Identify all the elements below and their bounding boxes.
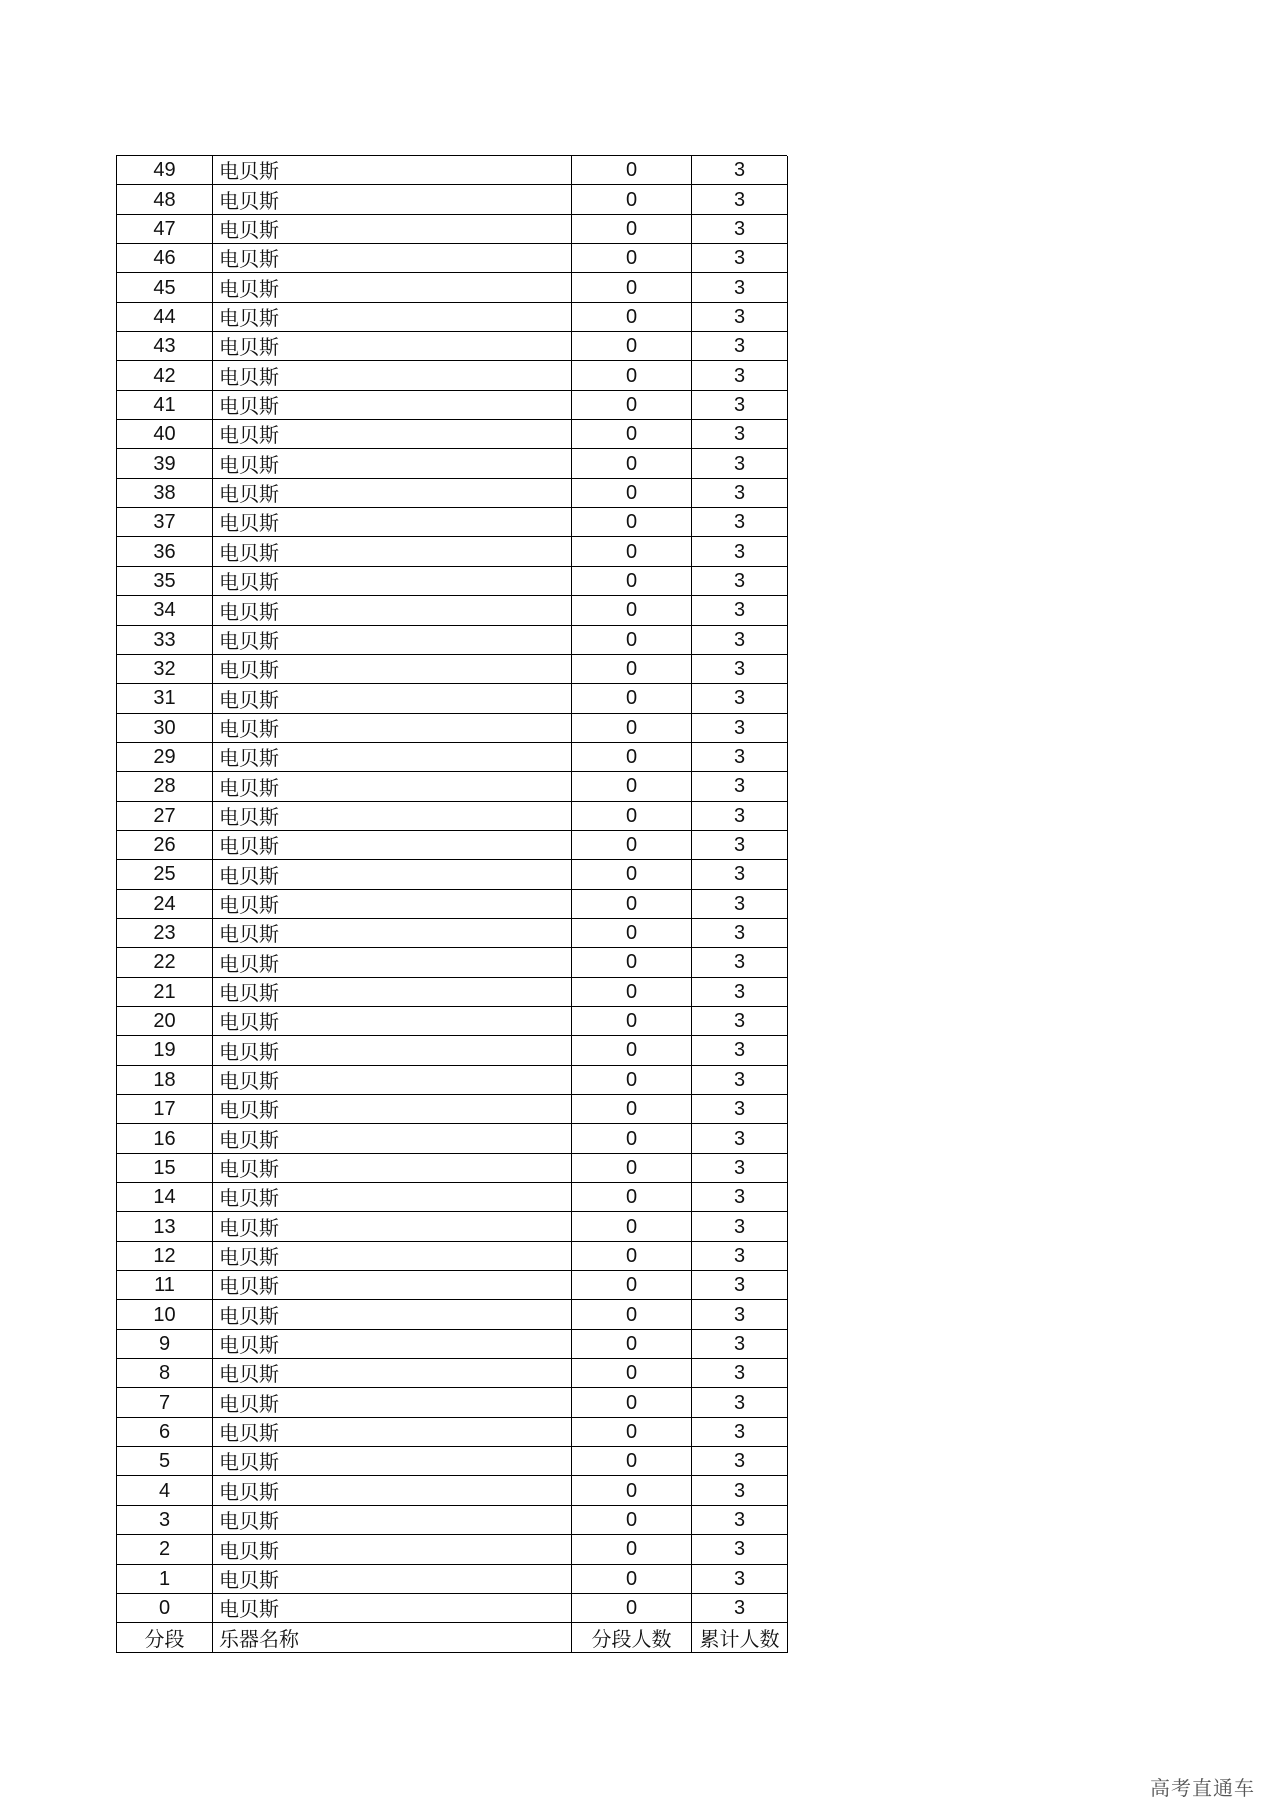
table-row-cumulative-cell: 3 xyxy=(692,332,788,361)
table-row-cumulative-cell: 3 xyxy=(692,1447,788,1476)
table-row-instrument-cell: 电贝斯 xyxy=(213,596,572,625)
table-row-instrument-cell: 电贝斯 xyxy=(213,1066,572,1095)
table-row-count-cell: 0 xyxy=(572,1242,692,1271)
table-row-instrument-cell: 电贝斯 xyxy=(213,508,572,537)
table-row-count-cell: 0 xyxy=(572,537,692,566)
table-row-instrument-cell: 电贝斯 xyxy=(213,626,572,655)
table-row-instrument-cell: 电贝斯 xyxy=(213,1300,572,1329)
table-row-cumulative-cell: 3 xyxy=(692,1212,788,1241)
table-row-segment-cell: 8 xyxy=(117,1359,213,1388)
table-row-cumulative-cell: 3 xyxy=(692,1242,788,1271)
table-row-segment-cell: 26 xyxy=(117,831,213,860)
table-row-count-cell: 0 xyxy=(572,1565,692,1594)
table-row-instrument-cell: 电贝斯 xyxy=(213,1007,572,1036)
table-row-segment-cell: 29 xyxy=(117,743,213,772)
table-row-instrument-cell: 电贝斯 xyxy=(213,714,572,743)
table-row-segment-cell: 6 xyxy=(117,1418,213,1447)
table-row-count-cell: 0 xyxy=(572,655,692,684)
table-row-cumulative-cell: 3 xyxy=(692,215,788,244)
table-row-segment-cell: 15 xyxy=(117,1154,213,1183)
table-row-segment-cell: 25 xyxy=(117,860,213,889)
table-row-count-cell: 0 xyxy=(572,1124,692,1153)
table-row-segment-cell: 7 xyxy=(117,1388,213,1417)
table-row-cumulative-cell: 3 xyxy=(692,1565,788,1594)
table-row-segment-cell: 33 xyxy=(117,626,213,655)
table-row-segment-cell: 47 xyxy=(117,215,213,244)
table-row-cumulative-cell: 3 xyxy=(692,1476,788,1505)
table-row-count-cell: 0 xyxy=(572,1476,692,1505)
table-row-count-cell: 0 xyxy=(572,244,692,273)
table-row-count-cell: 0 xyxy=(572,596,692,625)
table-row-cumulative-cell: 3 xyxy=(692,948,788,977)
table-row-cumulative-cell: 3 xyxy=(692,1506,788,1535)
table-row-count-cell: 0 xyxy=(572,1212,692,1241)
table-row-instrument-cell: 电贝斯 xyxy=(213,1330,572,1359)
table-row-cumulative-cell: 3 xyxy=(692,303,788,332)
table-row-instrument-cell: 电贝斯 xyxy=(213,1124,572,1153)
table-row-cumulative-cell: 3 xyxy=(692,449,788,478)
table-row-segment-cell: 17 xyxy=(117,1095,213,1124)
table-row-count-cell: 0 xyxy=(572,772,692,801)
table-row-segment-cell: 13 xyxy=(117,1212,213,1241)
table-row-segment-cell: 20 xyxy=(117,1007,213,1036)
table-row-count-cell: 0 xyxy=(572,185,692,214)
table-row-segment-cell: 1 xyxy=(117,1565,213,1594)
table-row-cumulative-cell: 3 xyxy=(692,978,788,1007)
table-row-instrument-cell: 电贝斯 xyxy=(213,1594,572,1623)
table-row-segment-cell: 41 xyxy=(117,391,213,420)
table-row-cumulative-cell: 3 xyxy=(692,714,788,743)
table-row-instrument-cell: 电贝斯 xyxy=(213,1476,572,1505)
table-row-cumulative-cell: 3 xyxy=(692,655,788,684)
table-row-instrument-cell: 电贝斯 xyxy=(213,1565,572,1594)
table-row-instrument-cell: 电贝斯 xyxy=(213,185,572,214)
table-row-segment-cell: 19 xyxy=(117,1036,213,1065)
table-row-segment-cell: 35 xyxy=(117,567,213,596)
table-row-segment-cell: 46 xyxy=(117,244,213,273)
table-row-segment-cell: 0 xyxy=(117,1594,213,1623)
table-row-count-cell: 0 xyxy=(572,919,692,948)
table-row-instrument-cell: 电贝斯 xyxy=(213,567,572,596)
table-row-count-cell: 0 xyxy=(572,1535,692,1564)
table-row-cumulative-cell: 3 xyxy=(692,1535,788,1564)
table-row-cumulative-cell: 3 xyxy=(692,1036,788,1065)
table-row-segment-cell: 4 xyxy=(117,1476,213,1505)
table-row-count-cell: 0 xyxy=(572,1359,692,1388)
table-row-instrument-cell: 电贝斯 xyxy=(213,361,572,390)
table-row-segment-cell: 30 xyxy=(117,714,213,743)
table-row-count-cell: 0 xyxy=(572,948,692,977)
table-row-cumulative-cell: 3 xyxy=(692,743,788,772)
table-row-cumulative-cell: 3 xyxy=(692,1359,788,1388)
table-row-instrument-cell: 电贝斯 xyxy=(213,1506,572,1535)
table-row-count-cell: 0 xyxy=(572,449,692,478)
table-row-count-cell: 0 xyxy=(572,1007,692,1036)
table-row-cumulative-cell: 3 xyxy=(692,684,788,713)
table-row-instrument-cell: 电贝斯 xyxy=(213,1095,572,1124)
table-row-cumulative-cell: 3 xyxy=(692,1124,788,1153)
table-row-count-cell: 0 xyxy=(572,1418,692,1447)
table-row-cumulative-cell: 3 xyxy=(692,596,788,625)
table-row-instrument-cell: 电贝斯 xyxy=(213,215,572,244)
table-row-count-cell: 0 xyxy=(572,626,692,655)
table-row-instrument-cell: 电贝斯 xyxy=(213,1418,572,1447)
table-row-segment-cell: 36 xyxy=(117,537,213,566)
table-row-count-cell: 0 xyxy=(572,420,692,449)
table-row-segment-cell: 9 xyxy=(117,1330,213,1359)
table-row-count-cell: 0 xyxy=(572,860,692,889)
table-row-cumulative-cell: 3 xyxy=(692,1388,788,1417)
table-row-cumulative-cell: 3 xyxy=(692,831,788,860)
table-row-cumulative-cell: 3 xyxy=(692,420,788,449)
table-row-instrument-cell: 电贝斯 xyxy=(213,449,572,478)
table-row-segment-cell: 49 xyxy=(117,156,213,185)
table-row-segment-cell: 21 xyxy=(117,978,213,1007)
table-row-count-cell: 0 xyxy=(572,508,692,537)
table-row-instrument-cell: 电贝斯 xyxy=(213,655,572,684)
table-row-segment-cell: 43 xyxy=(117,332,213,361)
score-table xyxy=(116,155,787,1653)
table-row-count-cell: 0 xyxy=(572,1594,692,1623)
table-row-instrument-cell: 电贝斯 xyxy=(213,1242,572,1271)
table-row-instrument-cell: 电贝斯 xyxy=(213,1359,572,1388)
table-row-cumulative-cell: 3 xyxy=(692,479,788,508)
table-row-segment-cell: 14 xyxy=(117,1183,213,1212)
table-row-segment-cell: 3 xyxy=(117,1506,213,1535)
table-row-cumulative-cell: 3 xyxy=(692,890,788,919)
table-row-count-cell: 0 xyxy=(572,1271,692,1300)
table-row-cumulative-cell: 3 xyxy=(692,567,788,596)
table-row-count-cell: 0 xyxy=(572,1095,692,1124)
table-row-instrument-cell: 电贝斯 xyxy=(213,1212,572,1241)
table-row-count-cell: 0 xyxy=(572,890,692,919)
table-row-instrument-cell: 电贝斯 xyxy=(213,273,572,302)
table-row-count-cell: 0 xyxy=(572,743,692,772)
table-row-count-cell: 0 xyxy=(572,391,692,420)
header-instrument: 乐器名称 xyxy=(213,1623,572,1652)
table-row-count-cell: 0 xyxy=(572,1447,692,1476)
table-row-segment-cell: 44 xyxy=(117,303,213,332)
table-row-count-cell: 0 xyxy=(572,1300,692,1329)
header-segment: 分段 xyxy=(117,1623,213,1652)
table-row-count-cell: 0 xyxy=(572,479,692,508)
table-row-segment-cell: 42 xyxy=(117,361,213,390)
table-row-instrument-cell: 电贝斯 xyxy=(213,919,572,948)
table-row-count-cell: 0 xyxy=(572,714,692,743)
table-row-count-cell: 0 xyxy=(572,361,692,390)
table-row-segment-cell: 37 xyxy=(117,508,213,537)
table-row-cumulative-cell: 3 xyxy=(692,919,788,948)
table-row-cumulative-cell: 3 xyxy=(692,361,788,390)
table-row-instrument-cell: 电贝斯 xyxy=(213,1183,572,1212)
table-row-count-cell: 0 xyxy=(572,1154,692,1183)
table-row-cumulative-cell: 3 xyxy=(692,860,788,889)
table-row-instrument-cell: 电贝斯 xyxy=(213,831,572,860)
table-row-segment-cell: 23 xyxy=(117,919,213,948)
table-row-cumulative-cell: 3 xyxy=(692,391,788,420)
header-cumulative: 累计人数 xyxy=(692,1623,788,1652)
table-row-count-cell: 0 xyxy=(572,802,692,831)
table-row-cumulative-cell: 3 xyxy=(692,156,788,185)
table-row-instrument-cell: 电贝斯 xyxy=(213,156,572,185)
table-row-segment-cell: 28 xyxy=(117,772,213,801)
table-row-cumulative-cell: 3 xyxy=(692,1330,788,1359)
table-row-count-cell: 0 xyxy=(572,156,692,185)
table-row-instrument-cell: 电贝斯 xyxy=(213,303,572,332)
table-row-count-cell: 0 xyxy=(572,1066,692,1095)
table-row-cumulative-cell: 3 xyxy=(692,508,788,537)
table-row-segment-cell: 38 xyxy=(117,479,213,508)
table-row-segment-cell: 11 xyxy=(117,1271,213,1300)
table-row-instrument-cell: 电贝斯 xyxy=(213,1535,572,1564)
table-row-segment-cell: 39 xyxy=(117,449,213,478)
table-row-count-cell: 0 xyxy=(572,1388,692,1417)
table-row-cumulative-cell: 3 xyxy=(692,1007,788,1036)
watermark: 高考直通车 xyxy=(1150,1778,1255,1800)
table-row-instrument-cell: 电贝斯 xyxy=(213,684,572,713)
table-row-segment-cell: 31 xyxy=(117,684,213,713)
table-row-instrument-cell: 电贝斯 xyxy=(213,391,572,420)
table-row-count-cell: 0 xyxy=(572,215,692,244)
table-row-cumulative-cell: 3 xyxy=(692,537,788,566)
table-row-count-cell: 0 xyxy=(572,273,692,302)
table-row-instrument-cell: 电贝斯 xyxy=(213,1447,572,1476)
table-row-instrument-cell: 电贝斯 xyxy=(213,479,572,508)
table-row-instrument-cell: 电贝斯 xyxy=(213,1271,572,1300)
table-row-instrument-cell: 电贝斯 xyxy=(213,948,572,977)
table-row-instrument-cell: 电贝斯 xyxy=(213,420,572,449)
table-row-segment-cell: 40 xyxy=(117,420,213,449)
table-row-segment-cell: 16 xyxy=(117,1124,213,1153)
table-row-instrument-cell: 电贝斯 xyxy=(213,1036,572,1065)
table-row-instrument-cell: 电贝斯 xyxy=(213,860,572,889)
table-row-count-cell: 0 xyxy=(572,684,692,713)
header-count: 分段人数 xyxy=(572,1623,692,1652)
table-row-cumulative-cell: 3 xyxy=(692,1183,788,1212)
table-row-segment-cell: 45 xyxy=(117,273,213,302)
table-row-cumulative-cell: 3 xyxy=(692,626,788,655)
table-row-count-cell: 0 xyxy=(572,1506,692,1535)
table-row-instrument-cell: 电贝斯 xyxy=(213,802,572,831)
table-row-instrument-cell: 电贝斯 xyxy=(213,890,572,919)
table-row-count-cell: 0 xyxy=(572,332,692,361)
table-row-segment-cell: 34 xyxy=(117,596,213,625)
table-row-segment-cell: 22 xyxy=(117,948,213,977)
table-row-instrument-cell: 电贝斯 xyxy=(213,244,572,273)
table-row-segment-cell: 18 xyxy=(117,1066,213,1095)
table-row-cumulative-cell: 3 xyxy=(692,1594,788,1623)
table-row-instrument-cell: 电贝斯 xyxy=(213,743,572,772)
table-row-cumulative-cell: 3 xyxy=(692,185,788,214)
table-row-segment-cell: 24 xyxy=(117,890,213,919)
table-row-cumulative-cell: 3 xyxy=(692,1271,788,1300)
table-row-cumulative-cell: 3 xyxy=(692,244,788,273)
table-row-instrument-cell: 电贝斯 xyxy=(213,772,572,801)
table-row-count-cell: 0 xyxy=(572,1036,692,1065)
table-row-cumulative-cell: 3 xyxy=(692,1095,788,1124)
table-row-instrument-cell: 电贝斯 xyxy=(213,1388,572,1417)
table-row-count-cell: 0 xyxy=(572,831,692,860)
table-row-count-cell: 0 xyxy=(572,978,692,1007)
table-row-instrument-cell: 电贝斯 xyxy=(213,1154,572,1183)
table-row-count-cell: 0 xyxy=(572,567,692,596)
table-row-segment-cell: 32 xyxy=(117,655,213,684)
table-row-segment-cell: 12 xyxy=(117,1242,213,1271)
table-row-cumulative-cell: 3 xyxy=(692,1418,788,1447)
table-row-cumulative-cell: 3 xyxy=(692,772,788,801)
table-row-segment-cell: 27 xyxy=(117,802,213,831)
table-row-cumulative-cell: 3 xyxy=(692,1154,788,1183)
table-row-count-cell: 0 xyxy=(572,303,692,332)
table-row-cumulative-cell: 3 xyxy=(692,802,788,831)
table-row-instrument-cell: 电贝斯 xyxy=(213,537,572,566)
table-row-segment-cell: 48 xyxy=(117,185,213,214)
table-row-segment-cell: 5 xyxy=(117,1447,213,1476)
table-row-cumulative-cell: 3 xyxy=(692,273,788,302)
table-row-count-cell: 0 xyxy=(572,1330,692,1359)
table-row-instrument-cell: 电贝斯 xyxy=(213,978,572,1007)
table-row-segment-cell: 2 xyxy=(117,1535,213,1564)
table-row-segment-cell: 10 xyxy=(117,1300,213,1329)
table-row-cumulative-cell: 3 xyxy=(692,1300,788,1329)
table-row-count-cell: 0 xyxy=(572,1183,692,1212)
table-row-cumulative-cell: 3 xyxy=(692,1066,788,1095)
table-row-instrument-cell: 电贝斯 xyxy=(213,332,572,361)
